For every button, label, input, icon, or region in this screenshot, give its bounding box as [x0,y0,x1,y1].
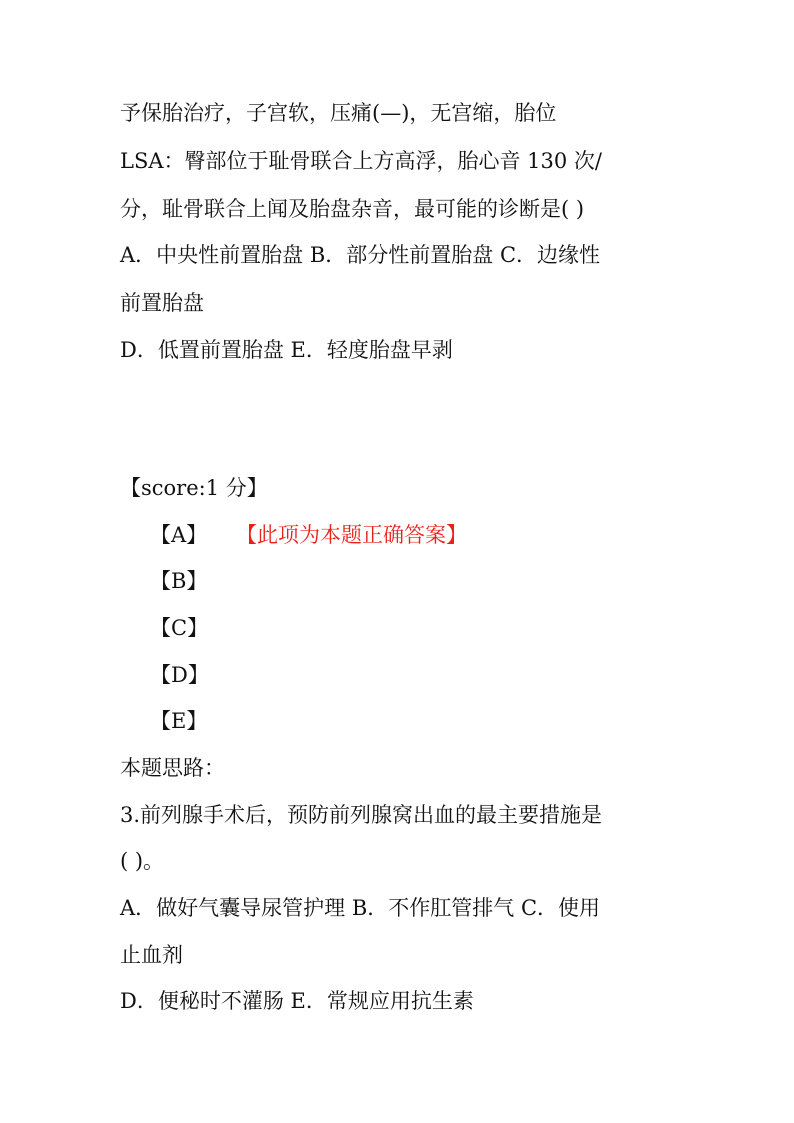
correct-answer-note: 【此项为本题正确答案】 [236,523,467,547]
question-3-stem-line-2: ( )。 [120,849,165,873]
answer-choice-c: 【C】 [150,616,209,640]
score-label: 【score:1 分】 [120,476,268,500]
question-3-options-line-2: 止血剂 [120,943,183,967]
answer-choice-d: 【D】 [150,663,209,687]
question-3-options-line-1: A．做好气囊导尿管护理 B．不作肛管排气 C．使用 [120,896,601,920]
question-2-stem-line-1: 予保胎治疗，子宫软，压痛(—)，无宫缩，胎位 [120,101,557,125]
question-3-stem-line-1: 3.前列腺手术后，预防前列腺窝出血的最主要措施是 [120,803,603,827]
question-2-options-line-3: D．低置前置胎盘 E．轻度胎盘早剥 [120,338,453,362]
answer-choice-a: 【A】 [150,523,208,547]
answer-choice-e: 【E】 [150,709,208,733]
question-2-options-line-1: A．中央性前置胎盘 B．部分性前置胎盘 C．边缘性 [120,243,601,267]
answer-choice-b: 【B】 [150,569,208,593]
question-3-options-line-3: D．便秘时不灌肠 E．常规应用抗生素 [120,989,474,1013]
question-2-options-line-2: 前置胎盘 [120,291,204,315]
analysis-label: 本题思路： [120,756,225,780]
question-2-stem-line-2: LSA：臀部位于耻骨联合上方高浮，胎心音 130 次/ [120,149,603,173]
question-2-stem-line-3: 分，耻骨联合上闻及胎盘杂音，最可能的诊断是( ) [120,197,585,221]
